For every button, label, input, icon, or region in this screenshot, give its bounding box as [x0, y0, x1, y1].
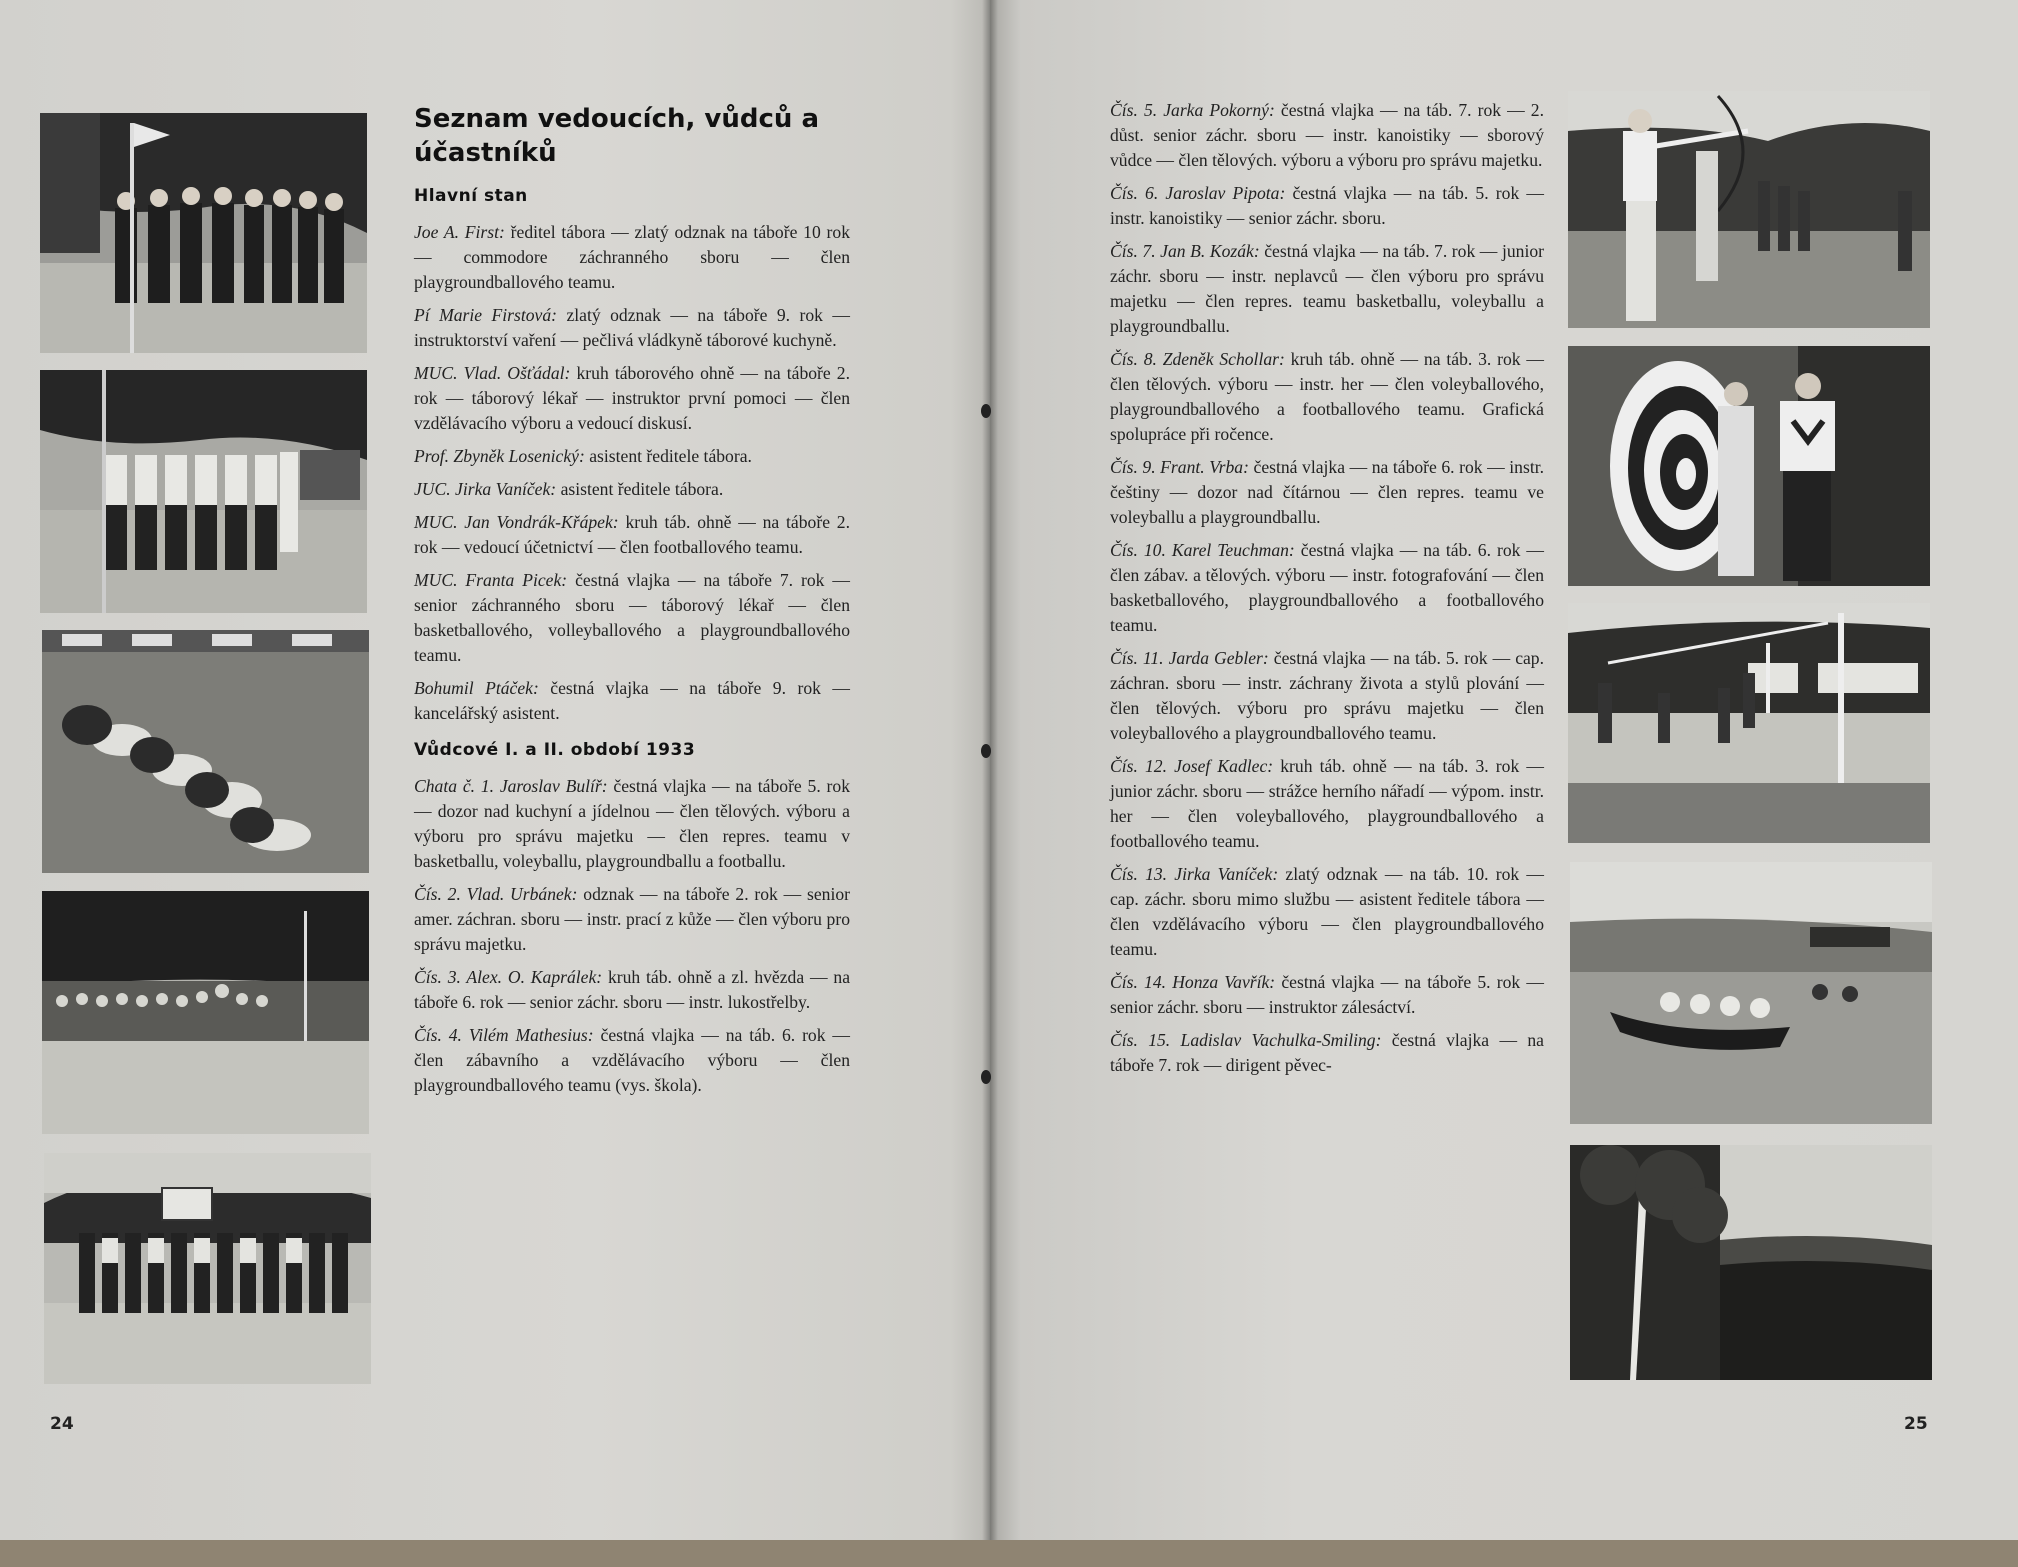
page-title: Seznam vedoucích, vůdců a účastníků	[414, 104, 820, 168]
page-number-left: 24	[50, 1414, 74, 1434]
photo-boys-lineup-flag	[40, 113, 367, 353]
list-item: MUC. Jan Vondrák-Křápek: kruh táb. ohně — na táboře 2. rok — vedoucí účetnictví — člen footballového teamu.	[414, 512, 850, 557]
staple	[981, 744, 991, 758]
list-item: Čís. 13. Jirka Vaníček: zlatý odznak — na táb. 10. rok — cap. záchr. sboru mimo službu — asistent ředitele tábora — člen vzdělávacího výboru — člen playgroundballového teamu.	[1110, 864, 1544, 959]
list-item: Čís. 14. Honza Vavřík: čestná vlajka — na táboře 5. rok — senior záchr. sboru — instruktor zálesáctví.	[1110, 972, 1544, 1017]
section-heading-main-tent: Hlavní stan	[414, 186, 528, 206]
list-item: Čís. 2. Vlad. Urbánek: odznak — na táboře 2. rok — senior amer. záchran. sboru — instr. prací z kůže — člen výboru pro správu majetku.	[414, 884, 850, 954]
list-item: Čís. 9. Frant. Vrba: čestná vlajka — na táboře 6. rok — instr. češtiny — dozor nad čítárnou — člen repres. teamu ve voleyballu a playgroundballu.	[1110, 457, 1544, 527]
list-item: Čís. 10. Karel Teuchman: čestná vlajka — na táb. 6. rok — člen zábav. a tělových. výboru — instr. fotografování — člen basketballového, playgroundballového a footballového teamu.	[1110, 540, 1544, 635]
list-item: Čís. 4. Vilém Mathesius: čestná vlajka — na táb. 6. rok — člen zábavního a vzdělávacího výboru — člen playgroundballového teamu (vys. škola).	[414, 1025, 850, 1095]
photo-boys-on-grass	[42, 630, 369, 873]
section-heading-leaders: Vůdcové I. a II. období 1933	[414, 740, 696, 760]
photo-archery-target	[1568, 346, 1930, 586]
left-text-column	[414, 102, 850, 1106]
list-item: Joe A. First: ředitel tábora — zlatý odznak na táboře 10 rok — commodore záchranného sboru — člen playgroundballového teamu.	[414, 222, 851, 292]
list-item: Čís. 5. Jarka Pokorný: čestná vlajka — na táb. 7. rok — 2. důst. senior záchr. sboru — instr. kanoistiky — sborový vůdce — člen tělových. výboru a výboru pro správu majetku.	[1110, 100, 1545, 170]
list-item: Bohumil Ptáček: čestná vlajka — na táboře 9. rok — kancelářský asistent.	[414, 678, 850, 723]
photo-birch-tree-landscape	[1570, 1145, 1932, 1380]
list-item: Čís. 7. Jan B. Kozák: čestná vlajka — na táb. 7. rok — junior záchr. sboru — instr. neplavců — člen výboru pro správu majetku — člen repres. teamu basketballu, voleyballu a playgroundballu.	[1110, 241, 1544, 336]
list-item: Čís. 11. Jarda Gebler: čestná vlajka — na táb. 5. rok — cap. záchran. sboru — instr. záchrany života a stylů plování — člen tělových. výboru pro správu majetku — člen voleyballového a playgroundballového teamu.	[1110, 648, 1545, 743]
photo-volleyball-game	[1568, 603, 1930, 843]
list-item: Čís. 3. Alex. O. Kaprálek: kruh táb. ohně a zl. hvězda — na táboře 6. rok — senior záchr. sboru — instr. lukostřelby.	[414, 967, 850, 1012]
list-item: Čís. 15. Ladislav Vachulka-Smiling: čestná vlajka — na táboře 7. rok — dirigent pěvec-	[1110, 1030, 1544, 1075]
list-item: Čís. 12. Josef Kadlec: kruh táb. ohně — na táb. 3. rok — junior záchr. sboru — strážce herního nářadí — výpom. instr. her — člen voleyballového, playgroundballového a footballového teamu.	[1110, 756, 1544, 851]
list-item: Prof. Zbyněk Losenický: asistent ředitele tábora.	[414, 446, 752, 466]
right-text-column	[1110, 98, 1544, 1086]
photo-group-campfire-slope	[42, 891, 369, 1134]
photo-canoe-on-lake	[1570, 862, 1932, 1124]
list-item: Chata č. 1. Jaroslav Bulíř: čestná vlajka — na táboře 5. rok — dozor nad kuchyní a jídelnou — člen tělových. výboru a výboru pro správu majetku — člen repres. teamu v basketballu, voleyballu, playgroundballu a footballu.	[414, 776, 850, 871]
list-item: MUC. Franta Picek: čestná vlajka — na táboře 7. rok — senior záchranného sboru — táborový lékař — člen basketballového, volleyballového a playgroundballového teamu.	[414, 570, 850, 665]
staple	[981, 1070, 991, 1084]
photo-basketball-team	[44, 1153, 371, 1384]
list-item: MUC. Vlad. Ošťádal: kruh táborového ohně — na táboře 2. rok — táborový lékař — instruktor první pomoci — člen vzdělávacího výboru a vedoucí diskusí.	[414, 363, 850, 433]
photo-archers	[1568, 91, 1930, 328]
list-item: Čís. 6. Jaroslav Pipota: čestná vlajka — na táb. 5. rok — instr. kanoistiky — senior záchr. sboru.	[1110, 183, 1545, 228]
list-item: Pí Marie Firstová: zlatý odznak — na táboře 9. rok — instruktorství vaření — pečlivá vládkyně táborové kuchyně.	[414, 305, 850, 350]
staple	[981, 404, 991, 418]
page-number-right: 25	[1904, 1414, 1928, 1434]
photo-boys-white-shirts	[40, 370, 367, 613]
book-gutter	[982, 0, 998, 1540]
list-item: Čís. 8. Zdeněk Schollar: kruh táb. ohně — na táb. 3. rok — člen tělových. výboru — instr. her — člen voleyballového, playgroundballového a footballového teamu. Grafická spolupráce při ročence.	[1110, 349, 1544, 444]
list-item: JUC. Jirka Vaníček: asistent ředitele tábora.	[414, 479, 724, 499]
